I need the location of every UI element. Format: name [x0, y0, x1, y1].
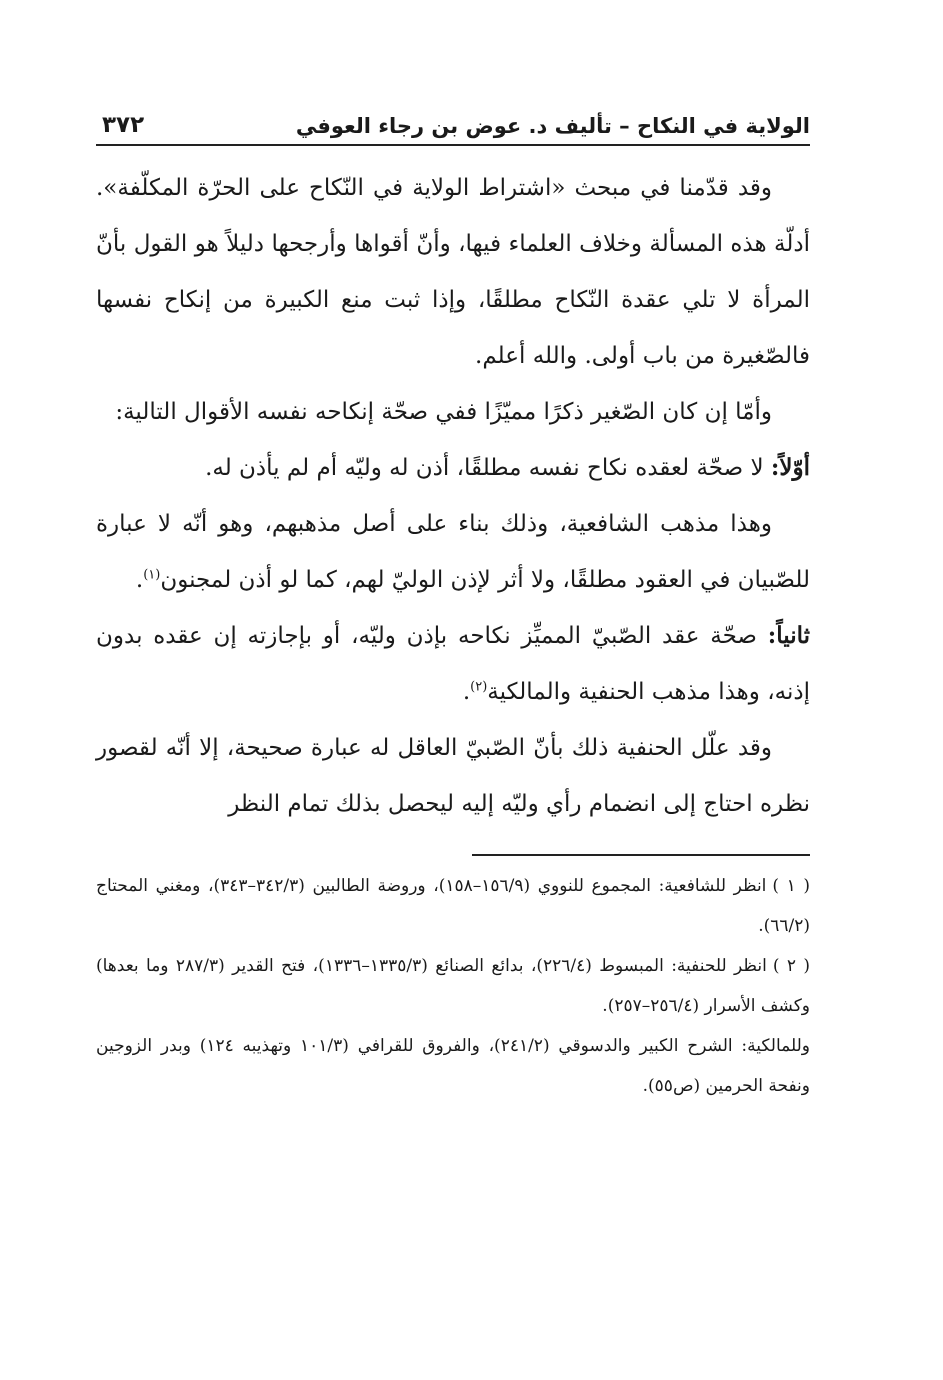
footnote-2-text: انظر للحنفية: المبسوط (٢٢٦/٤)، بدائع الصنائع (١٣٣٥/٣–١٣٣٦)، فتح القدير (٢٨٧/٣ وما بعدها) وكشف الأسرار (٢٥٦/٤–٢٥٧). [96, 956, 810, 1016]
page-header [96, 100, 810, 146]
footnote-divider [472, 854, 810, 856]
book-page [96, 100, 810, 1106]
paragraph-5 [96, 608, 810, 720]
footnote-1 [96, 866, 810, 946]
first-opinion-label: أوّلاً: [770, 454, 810, 481]
shafii-text: وهذا مذهب الشافعية، وذلك بناء على أصل مذهبهم، وهو أنّه لا عبارة للصّبيان في العقود مطلقًا، ولا أثر لإذن الوليّ لهم، كما لو أذن لمجنون [96, 511, 810, 593]
paragraph-1: وقد قدّمنا في مبحث «اشتراط الولاية في النّكاح على الحرّة المكلّفة». أدلّة هذه المسألة وخلاف العلماء فيها، وأنّ أقواها وأرجحها دليلاً هو القول بأنّ المرأة لا تلي عقدة النّكاح مطلقًا، وإذا ثبت منع الكبيرة من إنكاح نفسها فالصّغيرة من باب أولى. والله أعلم. [96, 175, 810, 369]
paragraph-3 [96, 440, 810, 496]
footnote-2 [96, 946, 810, 1026]
footnote-2-continued: وللمالكية: الشرح الكبير والدسوقي (٢٤١/٢)، والفروق للقرافي (١٠١/٣ وتهذيبه ١٢٤) وبدر الزوجين ونفحة الحرمين (ص٥٥). [96, 1036, 810, 1096]
period: . [462, 679, 471, 705]
footnotes [96, 866, 810, 1106]
footnote-1-text: انظر للشافعية: المجموع للنووي (١٥٦/٩–١٥٨)، وروضة الطالبين (٣٤٢/٣–٣٤٣)، ومغني المحتاج (٦٦/٢). [96, 876, 810, 936]
footnote-1-number: ( ١ ) [772, 876, 810, 896]
first-opinion-text: لا صحّة لعقده نكاح نفسه مطلقًا، أذن له وليّه أم لم يأذن له. [205, 455, 771, 481]
paragraph-4 [96, 496, 810, 608]
second-opinion-label: ثانياً: [767, 622, 810, 649]
period: . [135, 567, 144, 593]
footnote-ref-1[interactable]: (١) [143, 567, 161, 583]
running-title: الولاية في النكاح – تأليف د. عوض بن رجاء العوفي [295, 114, 810, 138]
paragraph-2: وأمّا إن كان الصّغير ذكرًا مميّزًا ففي صحّة إنكاحه نفسه الأقوال التالية: [115, 399, 772, 425]
page-number: ٣٧٢ [102, 112, 145, 138]
paragraph-6: وقد علّل الحنفية ذلك بأنّ الصّبيّ العاقل له عبارة صحيحة، إلا أنّه لقصور نظره احتاج إلى انضمام رأي وليّه إليه ليحصل بذلك تمام النظر [96, 735, 810, 817]
footnote-2-number: ( ٢ ) [772, 956, 811, 976]
second-opinion-text: صحّة عقد الصّبيّ المميِّز نكاحه بإذن وليّه، أو بإجازته إن عقده بدون إذنه، وهذا مذهب الحنفية والمالكية [96, 623, 810, 705]
main-text [96, 160, 810, 832]
footnote-ref-2[interactable]: (٢) [470, 679, 488, 695]
